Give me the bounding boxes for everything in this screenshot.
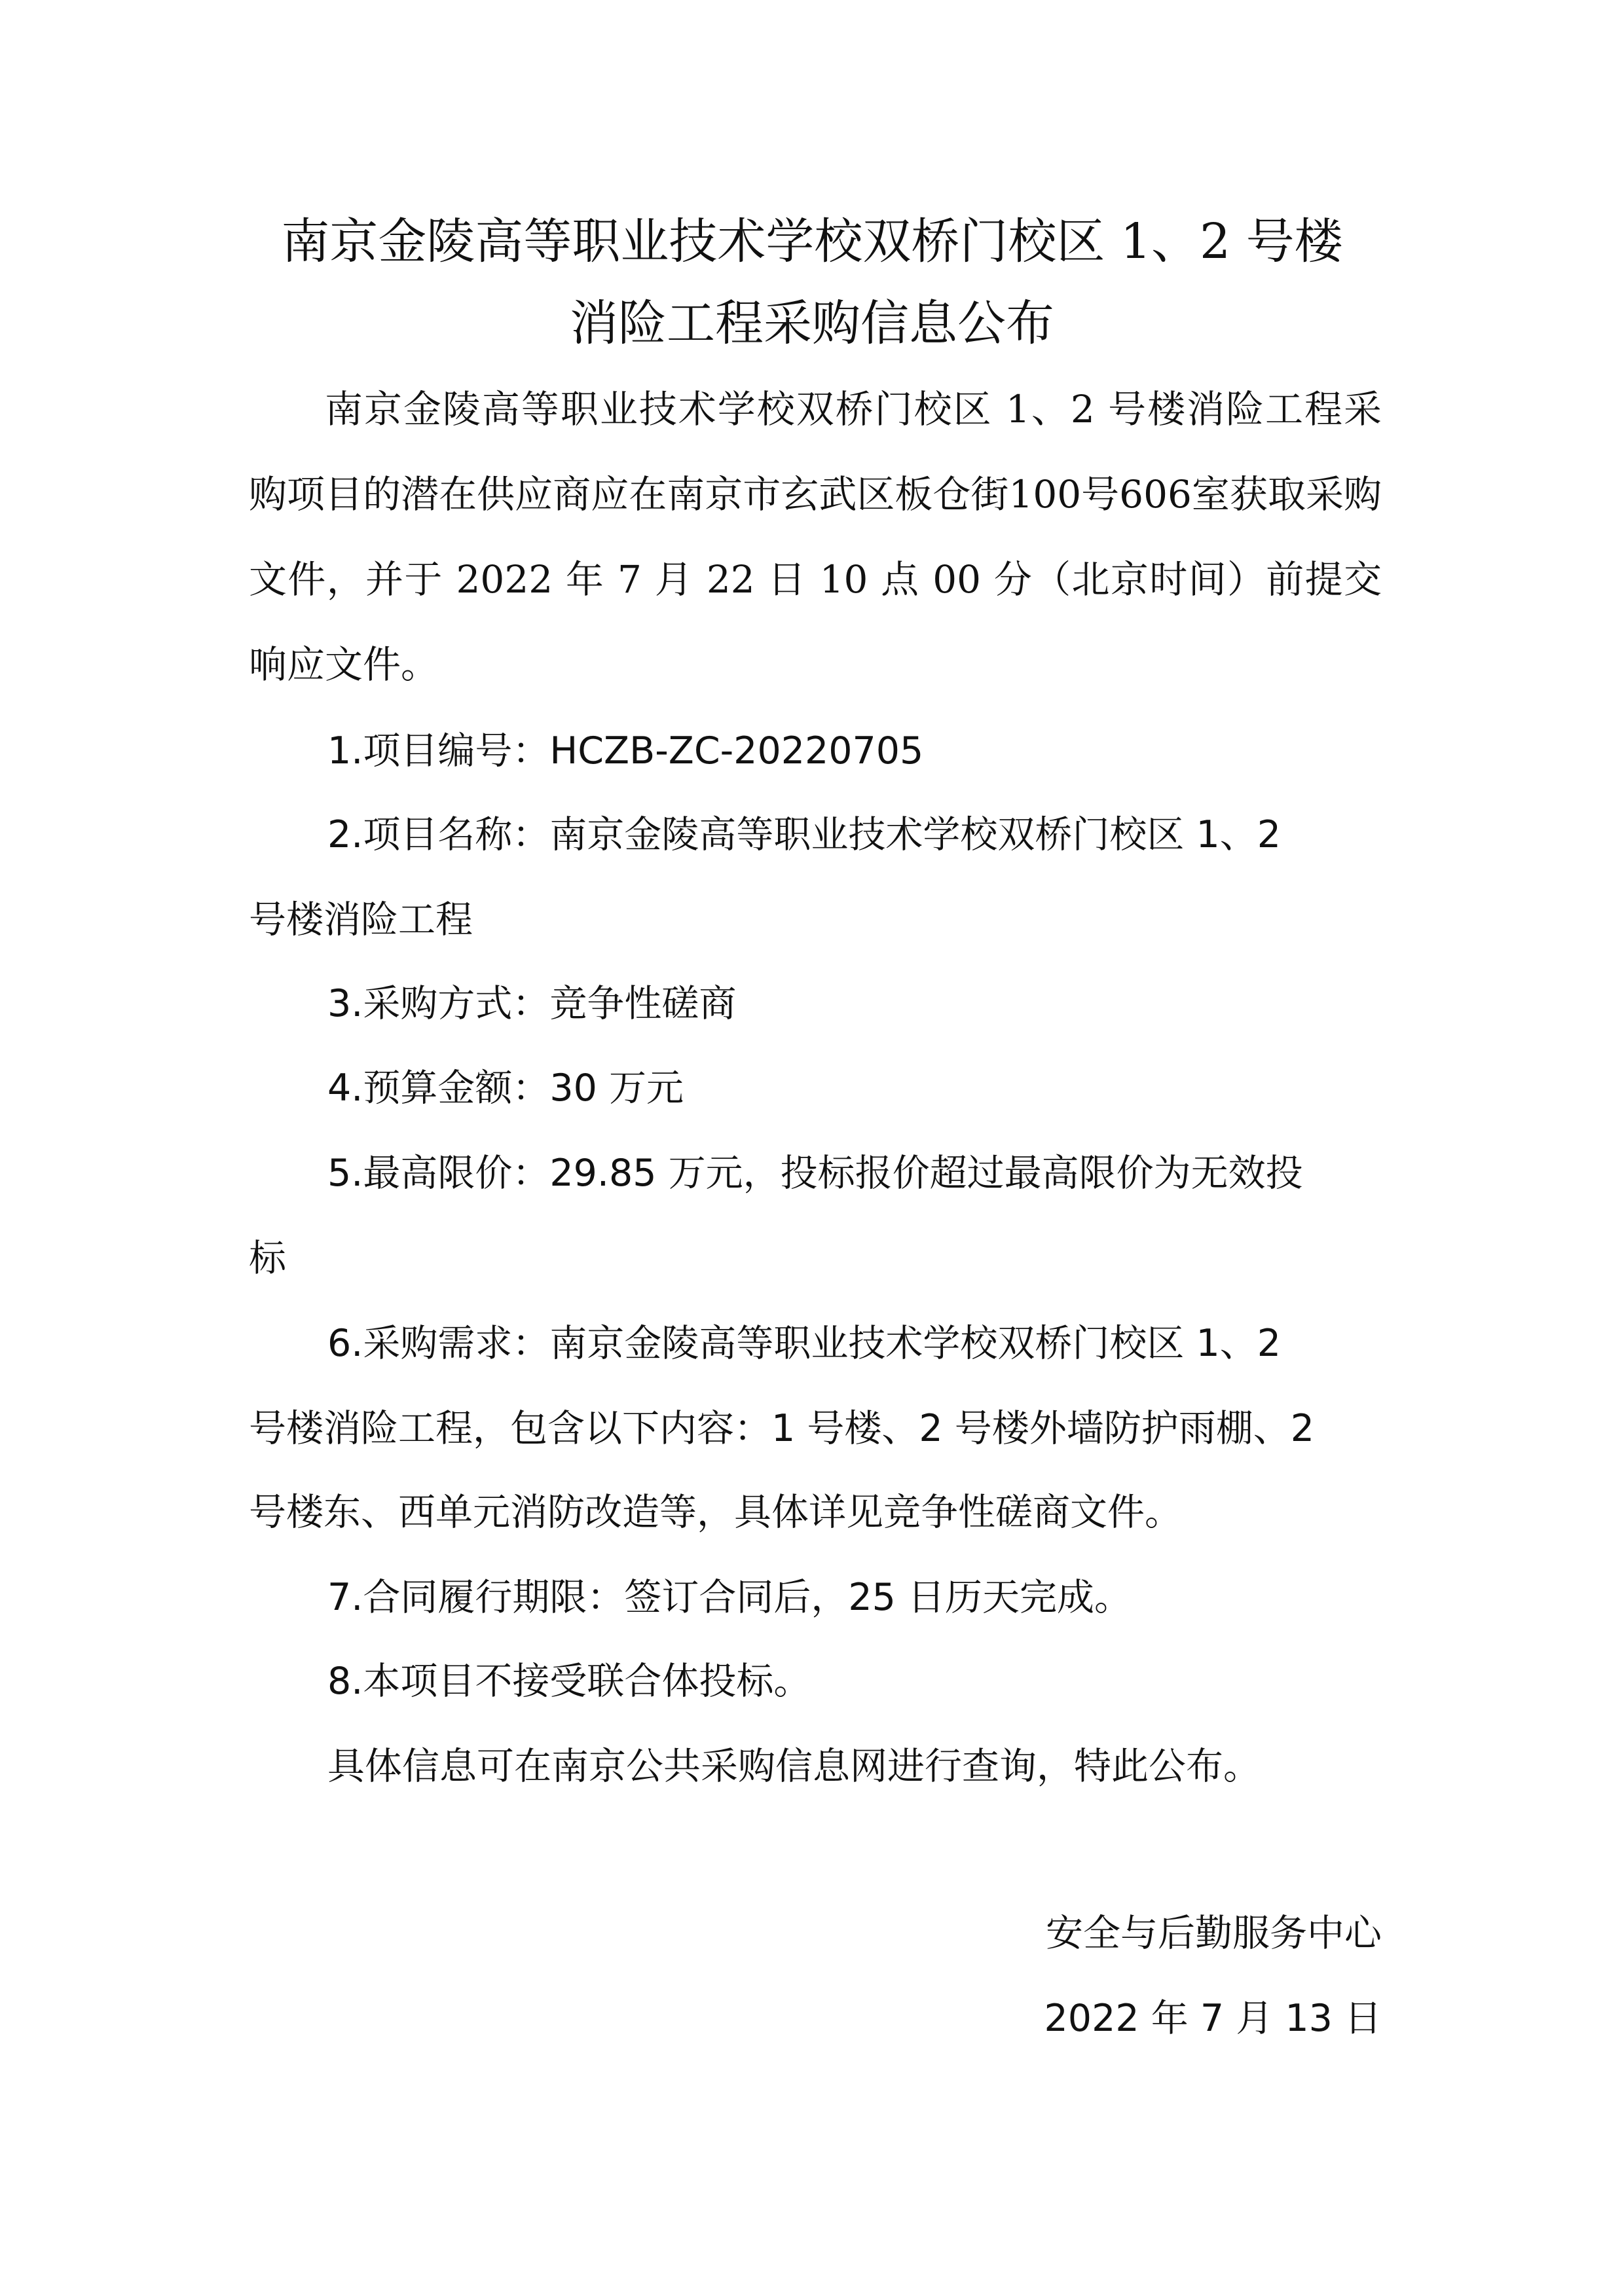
item-requirements-line-3: 号楼东、西单元消防改造等，具体详见竞争性磋商文件。 (249, 1491, 1182, 1534)
signature-department: 安全与后勤服务中心 (1046, 1912, 1382, 1955)
item-procurement-method: 3.采购方式：竞争性磋商 (327, 982, 737, 1025)
item-project-name-line-1: 2.项目名称：南京金陵高等职业技术学校双桥门校区 1、2 (327, 813, 1282, 856)
item-project-number: 1.项目编号：HCZB-ZC-20220705 (327, 729, 924, 773)
item-contract-period: 7.合同履行期限：签订合同后，25 日历天完成。 (327, 1576, 1132, 1619)
intro-paragraph: 南京金陵高等职业技术学校双桥门校区 1、2 号楼消险工程采购项目的潜在供应商应在南京市玄武区板仓街100号606室获取采购文件，并于 2022 年 7 月 22 日 10 点 00 分（北京时间）前提交响应文件。 (249, 387, 1382, 687)
item-requirements-line-2: 号楼消险工程，包含以下内容：1 号楼、2 号楼外墙防护雨棚、2 (249, 1407, 1315, 1450)
signature-date: 2022 年 7 月 13 日 (1044, 1997, 1382, 2040)
document-title-line-2: 消险工程采购信息公布 (570, 295, 1054, 352)
item-no-consortium: 8.本项目不接受联合体投标。 (327, 1660, 811, 1703)
item-project-name-line-2: 号楼消险工程 (249, 898, 473, 941)
item-requirements-line-1: 6.采购需求：南京金陵高等职业技术学校双桥门校区 1、2 (327, 1322, 1282, 1365)
item-max-price-line-1: 5.最高限价：29.85 万元，投标报价超过最高限价为无效投 (327, 1152, 1303, 1195)
closing-statement: 具体信息可在南京公共采购信息网进行查询，特此公布。 (327, 1745, 1261, 1788)
item-max-price-line-2: 标 (249, 1237, 286, 1280)
document-title-line-1: 南京金陵高等职业技术学校双桥门校区 1、2 号楼 (281, 213, 1343, 270)
item-budget: 4.预算金额：30 万元 (327, 1066, 684, 1110)
